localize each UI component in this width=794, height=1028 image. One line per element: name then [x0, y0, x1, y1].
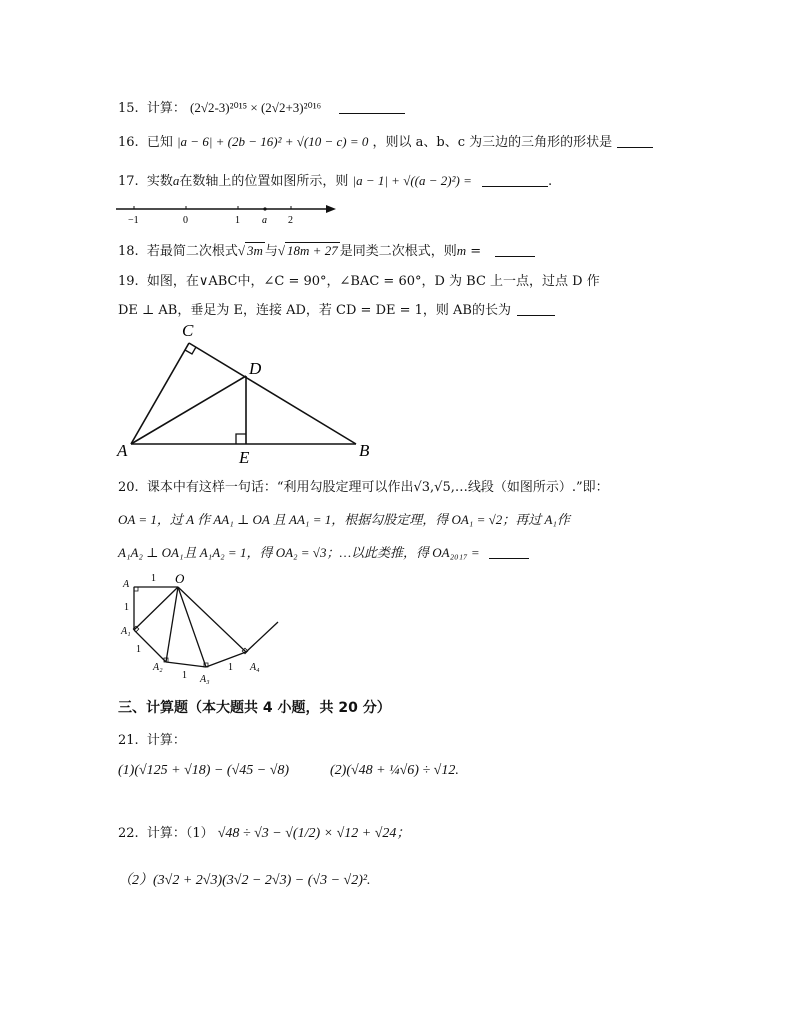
question-22-part2: [118, 869, 371, 889]
question-text: DE ⊥ AB，垂足为 E，连接 AD，若 CD = DE = 1，则 AB的长为: [118, 303, 511, 318]
vertex-label-c: C: [182, 321, 194, 340]
expression: (2)(√48 + ¼√6) ÷ √12.: [330, 763, 459, 778]
point-label-a1: A₁: [121, 626, 131, 637]
segment-label: 1: [228, 662, 233, 673]
point-label-a2: A₂: [153, 662, 163, 673]
period: .: [547, 174, 553, 189]
answer-blank: [482, 174, 548, 187]
question-lead: 若最简二次根式: [146, 244, 238, 259]
question-lead: 实数: [146, 174, 173, 189]
vertex-label-e: E: [239, 448, 250, 467]
expression: (2√2-3)²⁰¹⁵ × (2√2+3)²⁰¹⁶: [189, 100, 322, 115]
question-number: 19.: [118, 274, 139, 289]
variable: m: [456, 243, 467, 258]
answer-blank: [489, 546, 529, 559]
question-21-part1: [118, 763, 289, 779]
question-lead: 计算：: [146, 101, 186, 116]
answer-blank: [517, 303, 555, 316]
question-number: 20.: [118, 480, 139, 495]
question-15: [118, 97, 405, 116]
question-text: A₁A₂ ⊥ OA₁且 A₁A₂ = 1，得 OA₂ = √3；…以此类推，得 OA₂₀₁₇ =: [118, 545, 480, 560]
answer-blank: [339, 101, 405, 114]
question-number: 15.: [118, 101, 139, 116]
number-line: [116, 198, 336, 228]
question-17: [118, 170, 552, 189]
point-label-a: A: [123, 579, 130, 590]
question-text: 与: [264, 244, 278, 259]
question-16: [118, 131, 653, 150]
question-lead: 计算：: [146, 733, 186, 748]
answer-blank: [495, 244, 535, 257]
tick-label: 2: [288, 215, 293, 226]
question-18: [118, 240, 535, 259]
question-number: 18.: [118, 244, 139, 259]
section-title: 三、计算题（本大题共 4 小题，共 20 分）: [118, 700, 391, 716]
question-20-line2: [118, 509, 570, 528]
question-20-line3: [118, 542, 529, 561]
question-number: 16.: [118, 135, 139, 150]
question-text: 在数轴上的位置如图所示，则: [179, 174, 349, 189]
expression: |a − 1| + √((a − 2)²) =: [352, 173, 472, 188]
vertex-label-d: D: [249, 359, 262, 378]
tick-label: −1: [128, 215, 139, 226]
tick-label: a: [262, 215, 267, 226]
question-text: 课本中有这样一句话：“利用勾股定理可以作出√3,√5,…线段（如图所示）.”即：: [146, 480, 609, 495]
question-20: [118, 476, 609, 495]
triangle-figure: [116, 320, 386, 470]
expression: √48 ÷ √3 − √(1/2) × √12 + √24；: [217, 826, 411, 841]
question-lead: 计算：（1）: [146, 826, 214, 841]
segment-label: 1: [182, 670, 187, 681]
question-21: [118, 729, 186, 748]
expression: |a − 6| + (2b − 16)² + √(10 − c) = 0: [176, 134, 369, 149]
radical: √ 3m: [237, 243, 263, 258]
segment-label: 1: [136, 644, 141, 655]
vertex-label-a: A: [117, 441, 128, 460]
expression: (1)(√125 + √18) − (√45 − √8): [118, 763, 290, 778]
question-19: [118, 270, 600, 289]
question-19-line2: [118, 299, 555, 318]
variable: a: [172, 173, 180, 188]
vertex-label-b: B: [359, 441, 370, 460]
answer-blank: [617, 135, 653, 148]
radical: √ 18m + 27: [277, 243, 338, 258]
expression: （2）(3√2 + 2√3)(3√2 − 2√3) − (√3 − √2)².: [118, 873, 371, 888]
question-21-part2: [330, 763, 459, 779]
question-text: 是同类二次根式，则: [339, 244, 457, 259]
point-label-o: O: [175, 571, 185, 586]
question-number: 21.: [118, 733, 139, 748]
segment-label: 1: [124, 602, 129, 613]
question-lead: 已知: [146, 135, 173, 150]
question-text: 如图，在∨ABC中，∠C = 90°，∠BAC = 60°，D 为 BC 上一点，过点 D 作: [146, 274, 600, 289]
point-label-a3: A₃: [200, 674, 210, 685]
question-number: 17.: [118, 174, 139, 189]
spiral-figure: [116, 570, 286, 685]
tick-label: 0: [183, 215, 188, 226]
question-text: ，则以 a、b、c 为三边的三角形的形状是: [372, 135, 613, 150]
equals-sign: =: [470, 244, 482, 259]
question-number: 22.: [118, 826, 139, 841]
question-22: [118, 822, 410, 842]
segment-label: 1: [151, 573, 156, 584]
tick-label: 1: [235, 215, 240, 226]
point-label-a4: A₄: [250, 662, 260, 673]
question-text: OA = 1，过 A 作 AA₁ ⊥ OA 且 AA₁ = 1，根据勾股定理，得 OA₁ = √2；再过 A₁作: [118, 512, 570, 527]
